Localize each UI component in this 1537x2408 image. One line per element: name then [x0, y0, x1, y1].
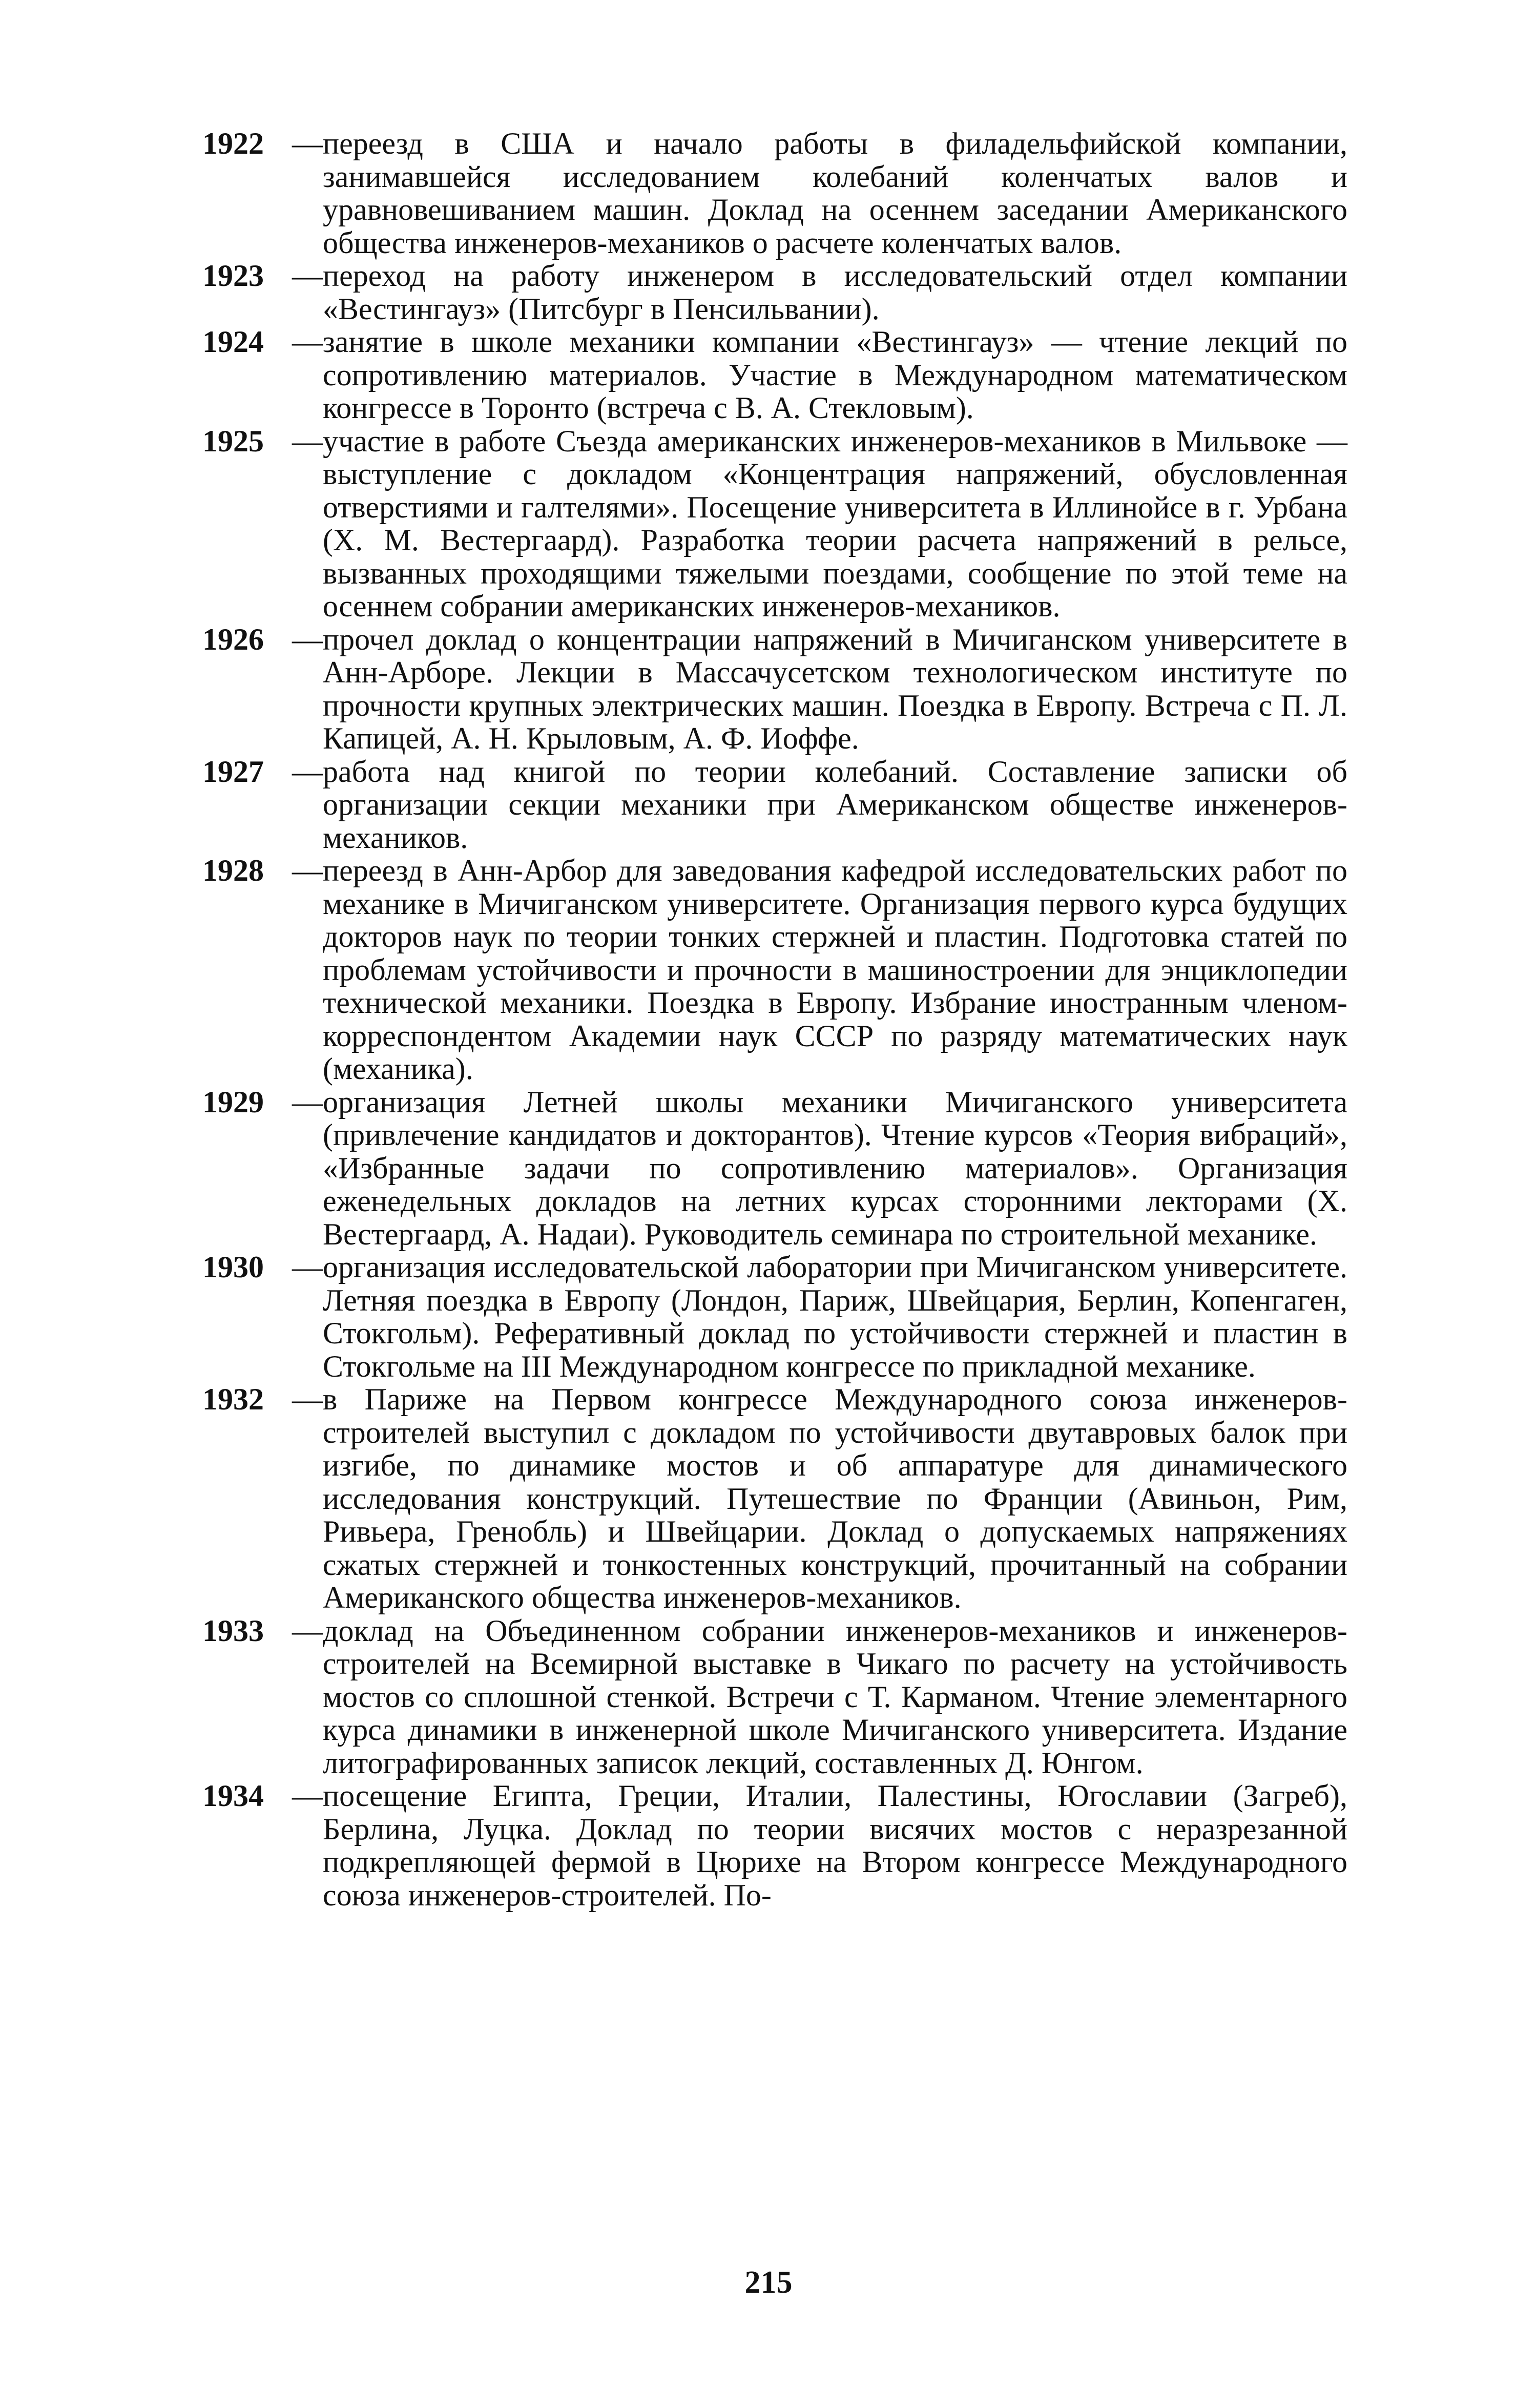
entry-dash: —: [292, 1613, 323, 1648]
entry-text: организация Летней школы механики Мичиганского университета (привлечение кандидатов и докторантов). Чтение курсов «Теория вибраций», «Избранные задачи по сопротивлению материалов». Организация еженедельных докладов на летних курсах сторонними лекторами (Х. Вестергаард, А. Надаи). Руководитель семинара по строительной механике.: [323, 1085, 1347, 1251]
entry-text: занятие в школе механики компании «Вестингауз» — чтение лекций по сопротивлению материалов. Участие в Международном математическом конгрессе в Торонто (встреча с В. А. Стекловым).: [323, 325, 1347, 425]
entry-dash: —: [292, 325, 323, 359]
chronology-entry: [202, 1383, 1347, 1614]
entry-text: работа над книгой по теории колебаний. Составление записки об организации секции механики при Американском обществе инженеров-механиков.: [323, 754, 1347, 855]
entry-text: посещение Египта, Греции, Италии, Палестины, Югославии (Загреб), Берлина, Луцка. Доклад по теории висячих мостов с неразрезанной подкрепляющей фермой в Цюрихе на Втором конгрессе Международного союза инженеров-строителей. По-: [323, 1779, 1347, 1912]
entry-dash: —: [292, 1779, 323, 1813]
entry-text: переезд в Анн-Арбор для заведования кафедрой исследовательских работ по механике в Мичиганском университете. Организация первого курса будущих докторов наук по теории тонких стержней и пластин. Подготовка статей по проблемам устойчивости и прочности в машиностроении для энциклопедии технической механики. Поездка в Европу. Избрание иностранным членом-корреспондентом Академии наук СССР по разряду математических наук (механика).: [323, 854, 1347, 1086]
entry-year: 1927: [202, 754, 264, 788]
entry-year: 1924: [202, 325, 264, 359]
entry-year: 1928: [202, 854, 264, 887]
entry-text: прочел доклад о концентрации напряжений в Мичиганском университете в Анн-Арборе. Лекции в Массачусетском технологическом институте по прочности крупных электрических машин. Поездка в Европу. Встреча с П. Л. Капицей, А. Н. Крыловым, А. Ф. Иоффе.: [323, 622, 1347, 755]
chronology-entry: [202, 1251, 1347, 1383]
entry-year: 1926: [202, 622, 264, 656]
entry-dash: —: [292, 424, 323, 458]
entry-dash: —: [292, 1085, 323, 1119]
entry-dash: —: [292, 622, 323, 656]
entry-text: переход на работу инженером в исследовательский отдел компании «Вестингауз» (Питсбург в Пенсильвании).: [323, 259, 1347, 326]
chronology-entry: [202, 623, 1347, 755]
chronology-entry: [202, 755, 1347, 855]
entry-text: участие в работе Съезда американских инженеров-механиков в Мильвоке — выступление с докладом «Концентрация напряжений, обусловленная отверстиями и галтелями». Посещение университета в Иллинойсе в г. Урбана (Х. М. Вестергаард). Разработка теории расчета напряжений в рельсе, вызванных проходящими тяжелыми поездами, сообщение по этой теме на осеннем собрании американских инженеров-механиков.: [323, 424, 1347, 623]
page-number: 215: [744, 2265, 793, 2300]
chronology-entry: [202, 325, 1347, 425]
entry-dash: —: [292, 1382, 323, 1416]
entry-dash: —: [292, 127, 323, 160]
entry-year: 1933: [202, 1613, 264, 1648]
chronology-entry: [202, 854, 1347, 1086]
chronology-entry: [202, 425, 1347, 623]
entry-dash: —: [292, 854, 323, 887]
chronology-list: [202, 127, 1347, 1912]
entry-year: 1932: [202, 1382, 264, 1416]
chronology-entry: [202, 259, 1347, 325]
entry-dash: —: [292, 259, 323, 293]
entry-text: организация исследовательской лаборатории при Мичиганском университете. Летняя поездка в Европу (Лондон, Париж, Швейцария, Берлин, Копенгаген, Стокгольм). Реферативный доклад по устойчивости стержней и пластин в Стокгольме на III Международном конгрессе по прикладной механике.: [323, 1250, 1347, 1383]
entry-dash: —: [292, 754, 323, 788]
entry-text: в Париже на Первом конгрессе Международного союза инженеров-строителей выступил с докладом по устойчивости двутавровых балок при изгибе, по динамике мостов и об аппаратуре для динамического исследования конструкций. Путешествие по Франции (Авиньон, Рим, Ривьера, Гренобль) и Швейцарии. Доклад о допускаемых напряжениях сжатых стержней и тонкостенных конструкций, прочитанный на собрании Американского общества инженеров-механиков.: [323, 1382, 1347, 1614]
entry-year: 1929: [202, 1085, 264, 1119]
entry-text: доклад на Объединенном собрании инженеров-механиков и инженеров-строителей на Всемирной выставке в Чикаго по расчету на устойчивость мостов со сплошной стенкой. Встречи с Т. Карманом. Чтение элементарного курса динамики в инженерной школе Мичиганского университета. Издание литографированных записок лекций, составленных Д. Юнгом.: [323, 1613, 1347, 1780]
chronology-entry: [202, 1779, 1347, 1912]
entry-year: 1923: [202, 259, 264, 293]
entry-text: переезд в США и начало работы в филадельфийской компании, занимавшейся исследованием колебаний коленчатых валов и уравновешиванием машин. Доклад на осеннем заседании Американского общества инженеров-механиков о расчете коленчатых валов.: [323, 127, 1347, 260]
entry-year: 1930: [202, 1250, 264, 1284]
entry-year: 1934: [202, 1779, 264, 1813]
chronology-entry: [202, 127, 1347, 259]
entry-year: 1925: [202, 424, 264, 458]
chronology-entry: [202, 1614, 1347, 1780]
entry-year: 1922: [202, 127, 264, 160]
entry-dash: —: [292, 1250, 323, 1284]
chronology-entry: [202, 1086, 1347, 1251]
